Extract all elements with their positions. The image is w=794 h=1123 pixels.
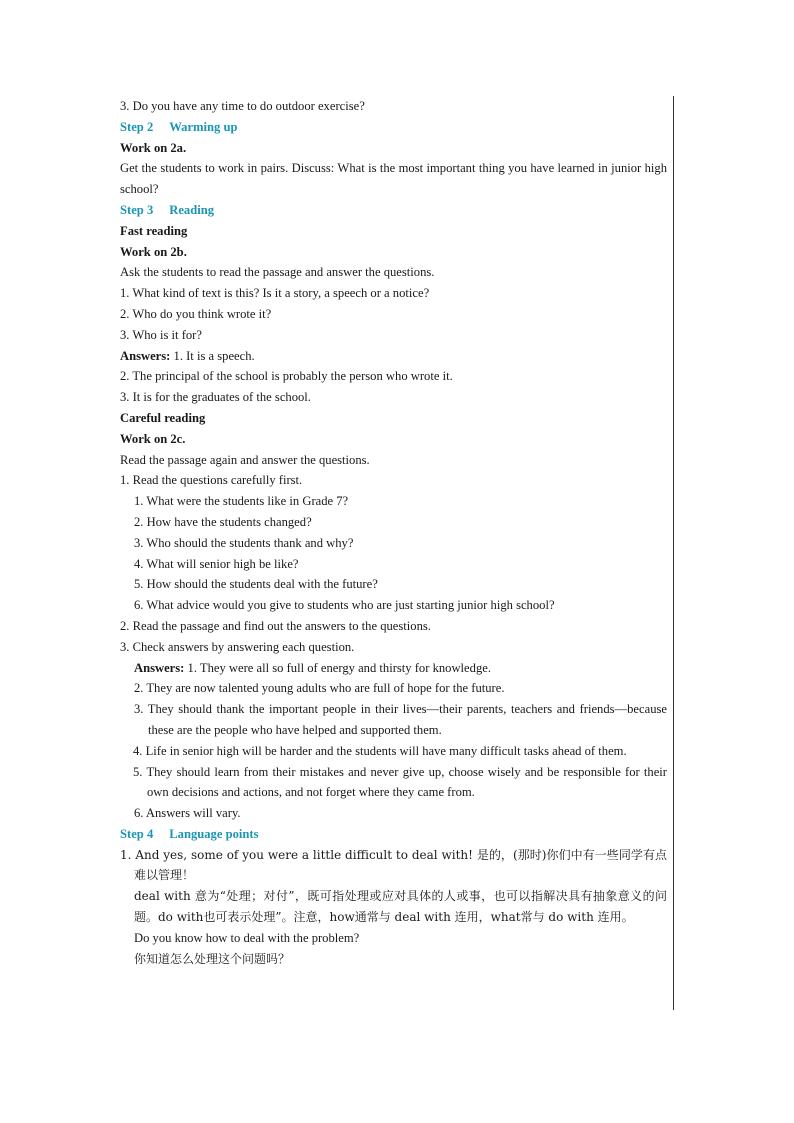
step-4-heading [120,824,667,845]
fast-question-3: 3. Who is it for? [120,327,202,342]
step-3-title: Reading [169,202,215,217]
step-2-number: Step 2 [120,119,154,134]
fast-reading-heading: Fast reading [120,223,188,238]
language-point-note: deal with 意为“处理；对付”，既可指处理或应对具体的人或事，也可以指解决具有抽象意义的问题。do with也可表示处理”。注意，how通常与 deal with 连用，what常与 do with 连用。 [134,889,667,925]
careful-answer-6: 6. Answers will vary. [134,806,241,821]
step-2-title: Warming up [169,119,238,134]
careful-reading-heading: Careful reading [120,410,206,425]
careful-question-2: 2. How have the students changed? [134,514,312,529]
careful-step-1: 1. Read the questions carefully first. [120,473,303,488]
step-3-heading [120,200,667,221]
work-on-2a-heading: Work on 2a. [120,140,187,155]
step-2-heading [120,117,667,138]
language-point-example-en: Do you know how to deal with the problem? [134,930,360,945]
fast-answer-2: 2. The principal of the school is probably the person who wrote it. [120,369,453,384]
fast-answer-1-text: 1. It is a speech. [170,348,255,363]
fast-answer-3: 3. It is for the graduates of the school. [120,390,311,405]
fast-reading-instruction: Ask the students to read the passage and answer the questions. [120,265,435,280]
fast-answer-1 [120,346,667,367]
careful-question-5: 5. How should the students deal with the future? [134,577,378,592]
careful-answer-2: 2. They are now talented young adults who are full of hope for the future. [134,681,505,696]
table-border-right [673,96,674,1010]
careful-answer-1 [120,658,667,679]
careful-answer-4: 4. Life in senior high will be harder and the students will have many difficult tasks ahead of them. [133,743,627,758]
fast-question-1: 1. What kind of text is this? Is it a story, a speech or a notice? [120,286,430,301]
work-on-2b-heading: Work on 2b. [120,244,187,259]
careful-question-4: 4. What will senior high be like? [134,556,299,571]
careful-answer-5: 5. They should learn from their mistakes and never give up, choose wisely and be responsible for their own decisions and actions, and not forget where they came from. [133,764,667,800]
step-4-number: Step 4 [120,826,154,841]
work-on-2a-text: Get the students to work in pairs. Discuss: What is the most important thing you have learned in junior high school? [120,161,667,197]
step-3-number: Step 3 [120,202,154,217]
careful-question-1: 1. What were the students like in Grade 7? [134,494,349,509]
careful-question-6: 6. What advice would you give to students who are just starting junior high school? [134,598,555,613]
step-4-title: Language points [169,826,259,841]
careful-reading-instruction: Read the passage again and answer the questions. [120,452,370,467]
work-on-2c-heading: Work on 2c. [120,431,186,446]
careful-answer-3: 3. They should thank the important people in their lives—their parents, teachers and friends—because these are the people who have helped and supported them. [134,702,667,737]
careful-question-3: 3. Who should the students thank and why? [134,535,354,550]
lesson-plan-content [120,96,667,969]
language-point-example-cn: 你知道怎么处理这个问题吗？ [134,951,291,966]
careful-answer-1-text: 1. They were all so full of energy and thirsty for knowledge. [184,660,491,675]
answers-label: Answers: [120,348,171,363]
language-point-1: 1. And yes, some of you were a little difficult to deal with! 是的，(那时)你们中有一些同学有点难以管理！ [120,847,667,883]
question-outdoor-exercise: 3. Do you have any time to do outdoor exercise? [120,99,365,113]
careful-step-3: 3. Check answers by answering each question. [120,639,355,654]
answers-label-2: Answers: [134,660,185,675]
fast-question-2: 2. Who do you think wrote it? [120,306,272,321]
careful-step-2: 2. Read the passage and find out the answers to the questions. [120,618,431,633]
